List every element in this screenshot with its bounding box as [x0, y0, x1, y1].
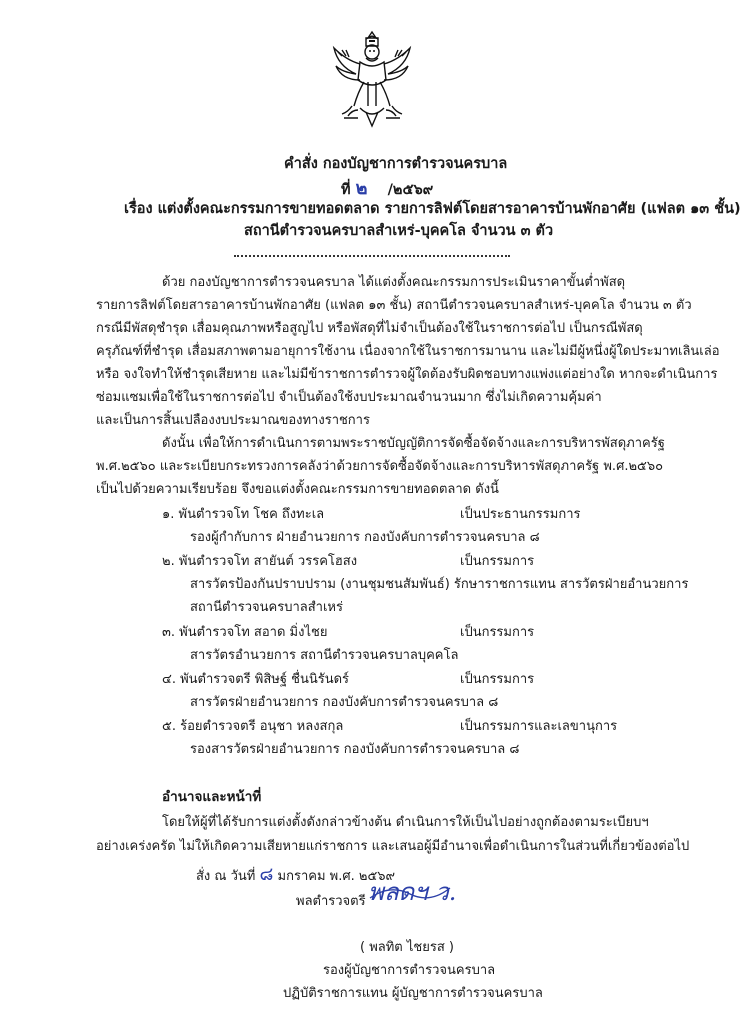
member-name: ๔. พันตำรวจตรี พิสิษฐ์ ชื่นนิรันดร์	[162, 672, 350, 687]
member-position: สารวัตรฝ่ายอำนวยการ กองบังคับการตำรวจนครบาล ๘	[190, 695, 499, 710]
duties-line: โดยให้ผู้ที่ได้รับการแต่งตั้งดังกล่าวข้างต้น ดำเนินการให้เป็นไปอย่างถูกต้องตามระเบียบฯ	[162, 815, 649, 830]
order-title: คำสั่ง กองบัญชาการตำรวจนครบาล	[284, 156, 508, 172]
garuda-emblem-icon	[330, 28, 414, 130]
order-number-suffix: /๒๕๖๙	[387, 182, 434, 198]
member-position: รองผู้กำกับการ ฝ่ายอำนวยการ กองบังคับการตำรวจนครบาล ๘	[190, 530, 540, 545]
date-day-handwritten: ๘	[259, 864, 274, 885]
member-role: เป็นกรรมการและเลขานุการ	[460, 719, 618, 734]
para1-line: ด้วย กองบัญชาการตำรวจนครบาล ได้แต่งตั้งคณะกรรมการประเมินราคาขั้นต่ำพัสดุ	[162, 275, 626, 290]
member-position: รองสารวัตรฝ่ายอำนวยการ กองบังคับการตำรวจนครบาล ๘	[190, 742, 520, 757]
order-number-prefix: ที่	[341, 182, 351, 198]
para1-line: และเป็นการสิ้นเปลืองงบประมาณของทางราชการ	[96, 413, 370, 428]
para1-line: ซ่อมแซมเพื่อใช้ในราชการต่อไป จำเป็นต้องใช้งบประมาณจำนวนมาก ซึ่งไม่เกิดความคุ้มค่า	[96, 390, 602, 405]
signer-rank: พลตำรวจตรี	[296, 894, 366, 909]
member-name: ๕. ร้อยตำรวจตรี อนุชา หลงสกุล	[162, 719, 344, 734]
member-name: ๓. พันตำรวจโท สอาด มิ่งไชย	[162, 625, 328, 640]
order-date	[196, 866, 395, 884]
signer-title-1: รองผู้บัญชาการตำรวจนครบาล	[323, 963, 496, 978]
member-name: ๒. พันตำรวจโท สายันต์ วรรคโฮสง	[162, 554, 358, 569]
member-position: สถานีตำรวจนครบาลสำเหร่	[190, 600, 343, 615]
duties-line: อย่างเคร่งครัด ไม่ให้เกิดความเสียหายแก่ราชการ และเสนอผู้มีอำนาจเพื่อดำเนินการในส่วนที่เกี่ยวข้องต่อไป	[96, 839, 690, 854]
handwritten-signature	[368, 872, 508, 914]
member-role: เป็นกรรมการ	[460, 672, 535, 687]
para2-line: เป็นไปด้วยความเรียบร้อย จึงขอแต่งตั้งคณะกรรมการขายทอดตลาด ดังนี้	[96, 482, 499, 497]
signer-name: ( พลทิต ไชยรส )	[360, 940, 454, 955]
para2-line: ดังนั้น เพื่อให้การดำเนินการตามพระราชบัญญัติการจัดซื้อจัดจ้างและการบริหารพัสดุภาครัฐ	[162, 436, 665, 451]
para2-line: พ.ศ.๒๕๖๐ และระเบียบกระทรวงการคลังว่าด้วยการจัดซื้อจัดจ้างและการบริหารพัสดุภาครัฐ พ.ศ.๒๕๖๐	[96, 459, 664, 474]
signature-text: พลดฯ ว.	[368, 878, 457, 906]
duties-heading: อำนาจและหน้าที่	[162, 789, 262, 805]
date-prefix: สั่ง ณ วันที่	[196, 869, 256, 884]
subject-line-2: สถานีตำรวจนครบาลสำเหร่-บุคคโล จำนวน ๓ ตัว	[244, 223, 554, 239]
para1-line: ครุภัณฑ์ที่ชำรุด เสื่อมสภาพตามอายุการใช้งาน เนื่องจากใช้ในราชการมานาน และไม่มีผู้หนึ่งผู้ใดประมาทเลินเล่อ	[96, 344, 720, 359]
member-name: ๑. พันตำรวจโท โชค ถึงทะเล	[162, 507, 325, 522]
separator-dotted-line	[234, 255, 510, 257]
order-number	[341, 180, 433, 198]
subject-line-1: เรื่อง แต่งตั้งคณะกรรมการขายทอดตลาด รายการลิฟต์โดยสารอาคารบ้านพักอาศัย (แฟลต ๑๓ ชั้น)	[124, 201, 741, 217]
order-number-handwritten: ๒	[355, 178, 368, 199]
member-position: สารวัตรอำนวยการ สถานีตำรวจนครบาลบุคคโล	[190, 648, 459, 663]
member-position: สารวัตรป้องกันปราบปราม (งานชุมชนสัมพันธ์) รักษาราชการแทน สารวัตรฝ่ายอำนวยการ	[190, 577, 689, 592]
para1-line: กรณีมีพัสดุชำรุด เสื่อมคุณภาพหรือสูญไป หรือพัสดุที่ไม่จำเป็นต้องใช้ในราชการต่อไป เป็นกรณีพัสดุ	[96, 321, 643, 336]
member-role: เป็นกรรมการ	[460, 554, 535, 569]
para1-line: รายการลิฟต์โดยสารอาคารบ้านพักอาศัย (แฟลต ๑๓ ชั้น) สถานีตำรวจนครบาลสำเหร่-บุคคโล จำนวน ๓ ตัว	[96, 298, 692, 313]
member-role: เป็นกรรมการ	[460, 625, 535, 640]
member-role: เป็นประธานกรรมการ	[460, 507, 581, 522]
signer-title-2: ปฏิบัติราชการแทน ผู้บัญชาการตำรวจนครบาล	[283, 986, 543, 1001]
para1-line: หรือ จงใจทำให้ชำรุดเสียหาย และไม่มีข้าราชการตำรวจผู้ใดต้องรับผิดชอบทางแพ่งแต่อย่างใด หากจะดำเนินการ	[96, 367, 718, 382]
date-rest: มกราคม พ.ศ. ๒๕๖๙	[277, 869, 396, 884]
